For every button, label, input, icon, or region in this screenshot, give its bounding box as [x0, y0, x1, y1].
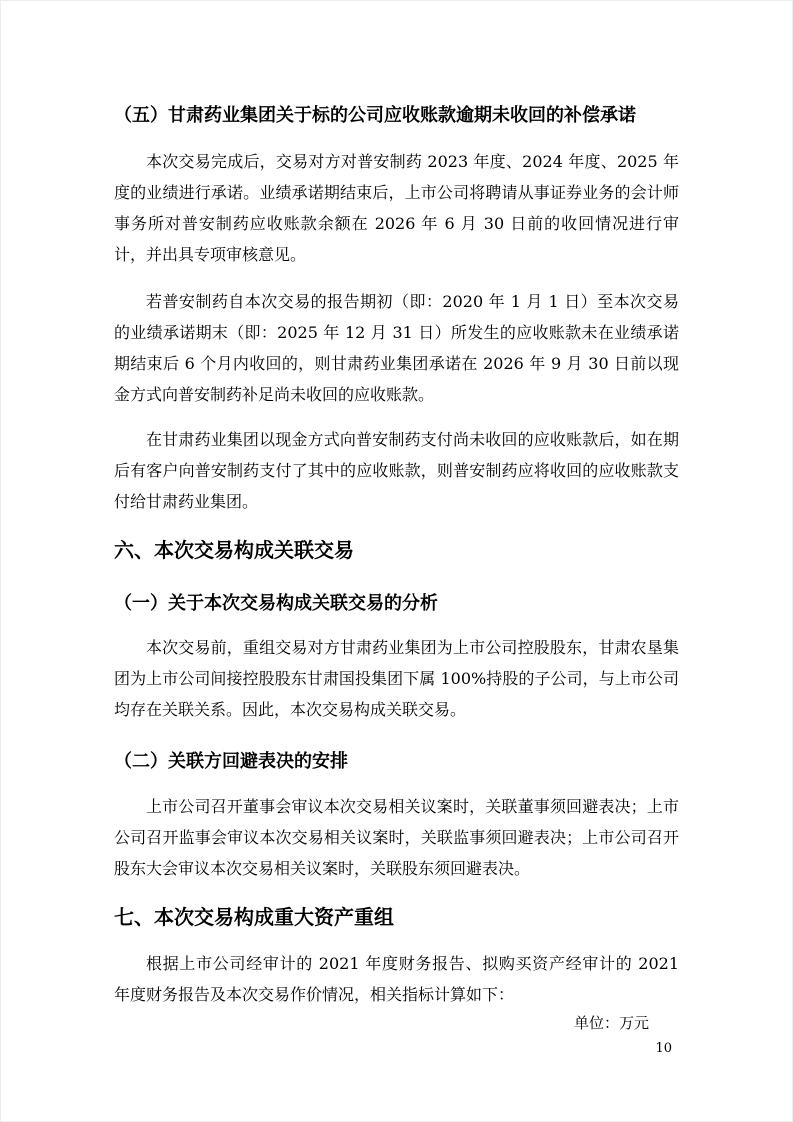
heading-section-6: 六、本次交易构成关联交易 [114, 540, 354, 563]
page-number: 10 [655, 1041, 672, 1056]
unit-note: 单位：万元 [573, 1013, 649, 1032]
paragraph: 本次交易前，重组交易对方甘肃药业集团为上市公司控股股东，甘肃农垦集团为上市公司间接控股股东甘肃国投集团下属 100%持股的子公司，与上市公司均存在关联关系。因此，本次交易构成关联交易。 [114, 638, 679, 720]
paragraph: 在甘肃药业集团以现金方式向普安制药支付尚未收回的应收账款后，如在期后有客户向普安制药支付了其中的应收账款，则普安制药应将收回的应收账款支付给甘肃药业集团。 [114, 430, 679, 512]
paragraph: 上市公司召开董事会审议本次交易相关议案时，关联董事须回避表决；上市公司召开监事会审议本次交易相关议案时，关联监事须回避表决；上市公司召开股东大会审议本次交易相关议案时，关联股东须回避表决。 [114, 796, 679, 878]
paragraph: 若普安制药自本次交易的报告期初（即：2020 年 1 月 1 日）至本次交易的业绩承诺期末（即：2025 年 12 月 31 日）所发生的应收账款未在业绩承诺期结束后 6 个月内收回的，则甘肃药业集团承诺在 2026 年 9 月 30 日前以现金方式向普安制药补足尚未收回的应收账款。 [114, 292, 679, 405]
heading-sub-5: （五）甘肃药业集团关于标的公司应收账款逾期未收回的补偿承诺 [114, 105, 636, 125]
heading-sub-6-1: （一）关于本次交易构成关联交易的分析 [114, 593, 438, 614]
paragraph: 本次交易完成后，交易对方对普安制药 2023 年度、2024 年度、2025 年度的业绩进行承诺。业绩承诺期结束后，上市公司将聘请从事证券业务的会计师事务所对普安制药应收账款余额在 2026 年 6 月 30 日前的收回情况进行审计，并出具专项审核意见。 [114, 152, 679, 265]
paragraph: 根据上市公司经审计的 2021 年度财务报告、拟购买资产经审计的 2021 年度财务报告及本次交易作价情况，相关指标计算如下： [114, 953, 679, 1004]
heading-sub-6-2: （二）关联方回避表决的安排 [114, 751, 348, 772]
heading-section-7: 七、本次交易构成重大资产重组 [114, 906, 394, 929]
